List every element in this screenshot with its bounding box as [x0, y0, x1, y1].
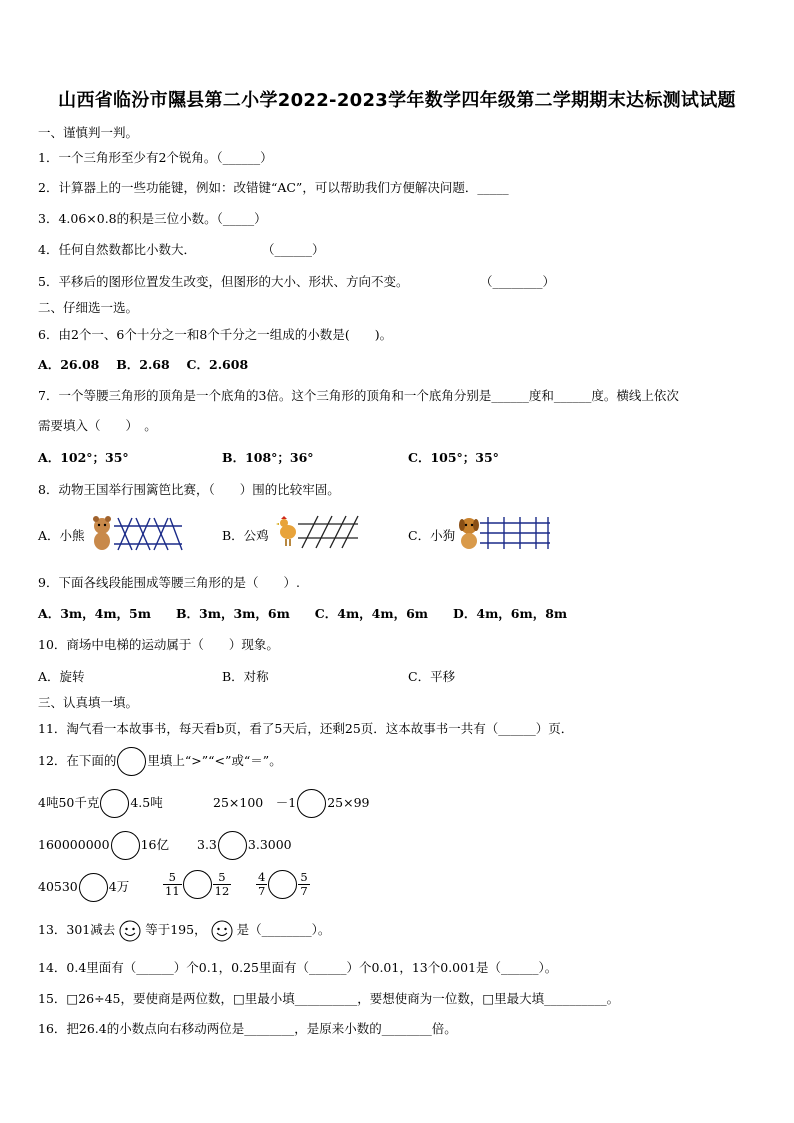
compare-row-3b [163, 870, 231, 899]
numerator: 4 [258, 870, 266, 884]
question-2: 2．计算器上的一些功能键，例如：改错键“AC”，可以帮助我们方便解决问题．_____ [38, 180, 509, 195]
question-4-answer: （______） [262, 242, 325, 257]
compare-circle-7[interactable] [268, 870, 297, 899]
question-10-option-b: B．对称 [222, 669, 269, 684]
compare-row-3 [38, 873, 129, 902]
fraction-4-7 [256, 871, 267, 898]
question-8: 8．动物王国举行围篱笆比赛，（ ）围的比较牢固。 [38, 482, 340, 497]
smiley-icon [211, 920, 233, 942]
compare-row-2b [197, 831, 292, 860]
question-8-option-a: A．小熊 [38, 528, 85, 543]
question-7-option-a: A．102°；35° [38, 450, 129, 465]
question-1: 1．一个三角形至少有2个锐角。（______） [38, 150, 273, 165]
question-7-line-2: 需要填入（ ） 。 [38, 418, 157, 433]
question-11: 11．淘气看一本故事书，每天看b页，看了5天后，还剩25页．这本故事书一共有（______）页． [38, 721, 574, 736]
page-title: 山西省临汾市隰县第二小学2022-2023学年数学四年级第二学期期末达标测试试题 [58, 90, 736, 111]
section-2-heading: 二、仔细选一选。 [38, 300, 139, 315]
compare-circle-2[interactable] [297, 789, 326, 818]
compare-row-2 [38, 831, 169, 860]
question-13-part-2: 等于195， [145, 922, 207, 937]
question-13-part-3: 是（________）。 [236, 922, 331, 937]
question-6: 6．由2个一、6个十分之一和8个千分之一组成的小数是( )。 [38, 327, 393, 342]
compare-circle-3[interactable] [111, 831, 140, 860]
fraction-5-11 [163, 871, 182, 898]
compare-1-left: 4吨50千克 [38, 795, 100, 810]
question-8-option-c: C．小狗 [408, 528, 456, 543]
compare-2-right: 25×99 [327, 795, 370, 810]
compare-row-1b [213, 789, 370, 818]
crossed-fence [114, 518, 182, 550]
section-1-heading: 一、谨慎判一判。 [38, 125, 139, 140]
compare-row-3c [256, 870, 310, 899]
question-5: 5．平移后的图形位置发生改变，但图形的大小、形状、方向不变。 [38, 274, 409, 289]
compare-circle-1[interactable] [100, 789, 129, 818]
bear-icon [93, 516, 111, 550]
question-16: 16．把26.4的小数点向右移动两位是________，是原来小数的________倍。 [38, 1021, 457, 1036]
section-3-heading: 三、认真填一填。 [38, 695, 139, 710]
question-15: 15．□26÷45，要使商是两位数，□里最小填__________，要想使商为一位数，□里最大填__________。 [38, 991, 620, 1006]
question-4: 4．任何自然数都比小数大． [38, 242, 196, 257]
question-14: 14．0.4里面有（______）个0.1，0.25里面有（______）个0.01，13个0.001是（______）。 [38, 960, 558, 975]
question-12-prefix: 12．在下面的 [38, 753, 117, 768]
denominator: 7 [300, 884, 308, 898]
question-6-options: A．26.08 B．2.68 C．2.608 [38, 357, 249, 372]
rooster-fence-figure [276, 514, 360, 550]
numerator: 5 [300, 870, 308, 884]
smiley-icon [119, 920, 141, 942]
numerator: 5 [213, 871, 232, 885]
numerator: 5 [163, 871, 182, 885]
compare-circle-5[interactable] [79, 873, 108, 902]
question-7-option-b: B．108°；36° [222, 450, 314, 465]
question-7-option-c: C．105°；35° [408, 450, 499, 465]
dog-icon [459, 518, 479, 549]
compare-circle-4[interactable] [218, 831, 247, 860]
rooster-icon [276, 516, 296, 546]
compare-circle [117, 747, 146, 776]
compare-5-left: 40530 [38, 879, 78, 894]
question-9-options: A．3m，4m，5m B．3m，3m，6m C．4m，4m，6m D．4m，6m，8m [38, 606, 568, 621]
question-7-line-1: 7．一个等腰三角形的顶角是一个底角的3倍。这个三角形的顶角和一个底角分别是______度和______度。横线上依次 [38, 388, 679, 403]
denominator: 12 [214, 884, 230, 898]
compare-row-1 [38, 789, 163, 818]
question-12 [38, 747, 282, 776]
dog-fence-figure [458, 515, 552, 551]
compare-3-left: 160000000 [38, 837, 110, 852]
compare-5-right: 4万 [108, 879, 130, 894]
compare-1-right: 4.5吨 [130, 795, 163, 810]
grid-fence [480, 517, 550, 549]
question-10: 10．商场中电梯的运动属于（ ）现象。 [38, 637, 279, 652]
compare-2-left: 25×100 －1 [213, 795, 297, 810]
question-10-option-c: C．平移 [408, 669, 456, 684]
question-13-part-1: 13．301减去 [38, 922, 116, 937]
denominator: 11 [165, 884, 180, 898]
question-10-option-a: A．旋转 [38, 669, 85, 684]
question-3: 3．4.06×0.8的积是三位小数。（_____） [38, 211, 267, 226]
bear-fence-figure [90, 514, 186, 554]
compare-4-right: 3.3000 [247, 837, 292, 852]
fraction-5-7 [298, 871, 309, 898]
question-8-option-b: B．公鸡 [222, 528, 269, 543]
fraction-5-12 [213, 871, 232, 898]
compare-circle-6[interactable] [183, 870, 212, 899]
compare-3-right: 16亿 [140, 837, 169, 852]
compare-4-left: 3.3 [197, 837, 217, 852]
denominator: 7 [258, 884, 266, 898]
question-9: 9．下面各线段能围成等腰三角形的是（ ）. [38, 575, 300, 590]
question-5-answer: （________） [480, 274, 556, 289]
question-13 [38, 918, 330, 942]
slanted-fence [298, 516, 358, 548]
question-12-suffix: 里填上“>”“<”或“＝”。 [147, 753, 282, 768]
